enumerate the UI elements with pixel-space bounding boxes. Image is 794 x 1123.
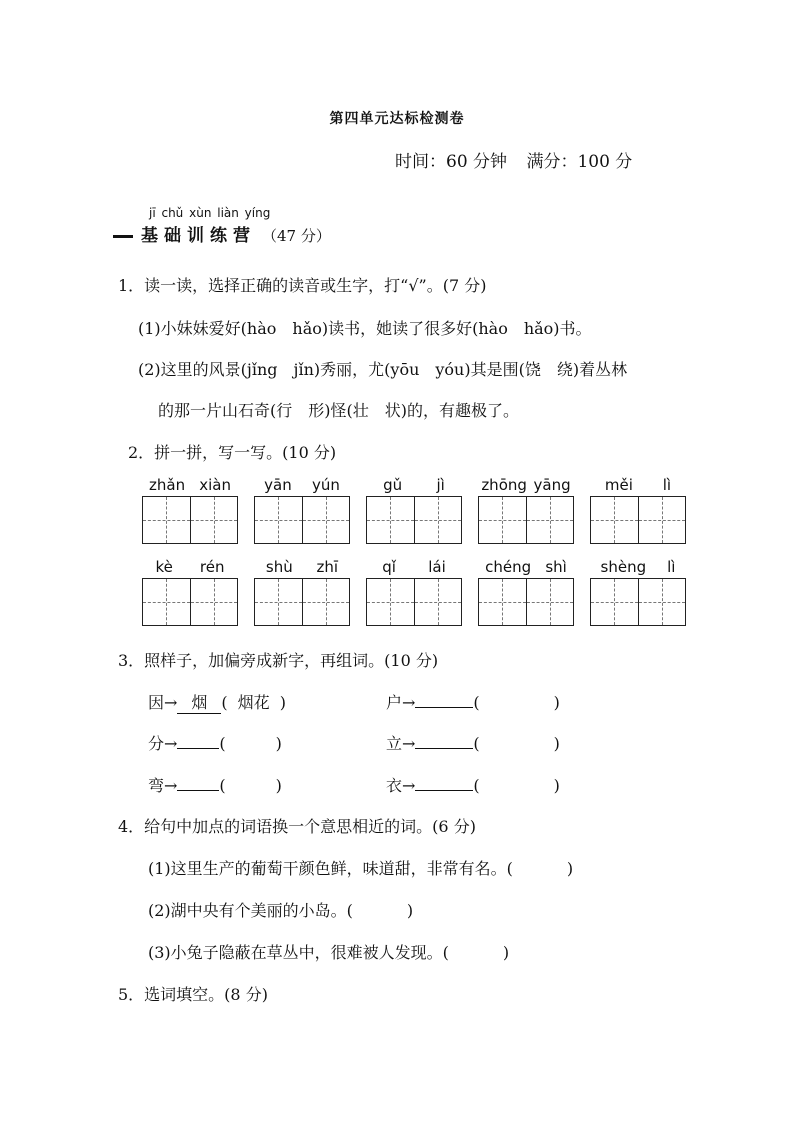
q3-item: 弯→ ( ) xyxy=(148,776,282,795)
q4-sentence: (3)小兔子隐蔽在草丛中，很难被人发现。( ) xyxy=(148,943,510,962)
pinyin-syllable: shù xyxy=(265,558,293,576)
writing-cell[interactable] xyxy=(414,497,462,543)
writing-grid xyxy=(590,558,686,626)
section-dash-icon xyxy=(113,235,133,238)
pinyin-syllable: lì xyxy=(667,558,676,576)
writing-cell[interactable] xyxy=(526,579,574,625)
pinyin-syllable: zhōng xyxy=(481,476,527,494)
writing-grid xyxy=(254,558,350,626)
writing-grid xyxy=(366,558,462,626)
q1-line-2: (2)这里的风景(jǐng jǐn)秀丽，尤(yōu yóu)其是围(饶 绕)着丛林 xyxy=(138,360,628,379)
q5-prompt: 5．选词填空。(8 分) xyxy=(118,985,268,1004)
q3-item-base: 分 xyxy=(148,734,165,753)
q3-item: 立→ ( ) xyxy=(386,734,560,753)
q4-sentence-text: (1)这里生产的葡萄干颜色鲜，味道甜，非常有名。 xyxy=(148,859,507,878)
writing-cell[interactable] xyxy=(367,579,414,625)
writing-grid xyxy=(366,476,462,544)
answer-blank[interactable] xyxy=(177,748,219,749)
pinyin-syllable: zhī xyxy=(316,558,339,576)
writing-cell[interactable] xyxy=(638,579,686,625)
q3-item-base: 户 xyxy=(386,693,403,712)
q3-example: 因→ 烟 ( 烟花 ) xyxy=(148,690,286,714)
writing-cell[interactable] xyxy=(143,579,190,625)
writing-cell[interactable] xyxy=(591,497,638,543)
q1-line-3: 的那一片山石奇(行 形)怪(壮 状)的，有趣极了。 xyxy=(158,401,519,420)
writing-cell[interactable] xyxy=(367,497,414,543)
writing-cell[interactable] xyxy=(302,579,350,625)
pinyin-syllable: yāng xyxy=(533,476,571,494)
writing-cell[interactable] xyxy=(302,497,350,543)
exam-title: 第四单元达标检测卷 xyxy=(329,111,465,127)
writing-cell[interactable] xyxy=(591,579,638,625)
writing-grid xyxy=(478,558,574,626)
q3-item: 分→ ( ) xyxy=(148,734,282,753)
q3-item: 衣→ ( ) xyxy=(386,776,560,795)
q2-prompt: 2．拼一拼，写一写。(10 分) xyxy=(128,443,337,462)
pinyin-syllable: gǔ xyxy=(383,476,403,494)
pinyin-syllable: měi xyxy=(604,476,633,494)
writing-cell[interactable] xyxy=(143,497,190,543)
exam-full-score: 满分：100 分 xyxy=(526,152,633,172)
writing-cell[interactable] xyxy=(255,579,302,625)
q3-item-base: 衣 xyxy=(386,776,403,795)
q4-sentence: (1)这里生产的葡萄干颜色鲜，味道甜，非常有名。( ) xyxy=(148,859,574,878)
pinyin-syllable: zhǎn xyxy=(149,476,186,494)
writing-cell[interactable] xyxy=(190,579,238,625)
pinyin-syllable: xiàn xyxy=(199,476,231,494)
answer-blank[interactable] xyxy=(415,707,473,708)
q3-item-base: 弯 xyxy=(148,776,165,795)
writing-cell[interactable] xyxy=(479,497,526,543)
pinyin-syllable: rén xyxy=(199,558,225,576)
q3-prompt: 3．照样子，加偏旁成新字，再组词。(10 分) xyxy=(118,651,439,670)
writing-cell[interactable] xyxy=(638,497,686,543)
answer-blank[interactable] xyxy=(177,790,219,791)
arrow-icon: → xyxy=(164,693,178,712)
q4-prompt: 4．给句中加点的词语换一个意思相近的词。(6 分) xyxy=(118,817,476,836)
writing-cell[interactable] xyxy=(255,497,302,543)
writing-grid xyxy=(254,476,350,544)
writing-grid xyxy=(590,476,686,544)
pinyin-syllable: shì xyxy=(545,558,567,576)
pinyin-syllable: kè xyxy=(155,558,173,576)
exam-time: 时间：60 分钟 xyxy=(395,152,508,172)
arrow-icon: → xyxy=(402,776,416,795)
q3-example-word: 烟花 xyxy=(237,693,270,712)
q4-sentence-text: (2)湖中央有个美丽的小岛。 xyxy=(148,901,347,920)
arrow-icon: → xyxy=(164,776,178,795)
writing-grid xyxy=(142,476,238,544)
section-heading xyxy=(113,221,331,246)
writing-cell[interactable] xyxy=(190,497,238,543)
q4-sentence-text: (3)小兔子隐蔽在草丛中，很难被人发现。 xyxy=(148,943,443,962)
q1-prompt: 1．读一读，选择正确的读音或生字，打“√”。(7 分) xyxy=(118,276,487,295)
pinyin-syllable: lái xyxy=(428,558,446,576)
pinyin-syllable: chéng xyxy=(485,558,532,576)
pinyin-syllable: shèng xyxy=(600,558,647,576)
pinyin-syllable: yún xyxy=(311,476,340,494)
section-pinyin: jī chǔ xùn liàn yíng xyxy=(149,206,271,220)
pinyin-syllable: yān xyxy=(264,476,292,494)
q3-example-answer: 烟 xyxy=(177,690,221,714)
pinyin-syllable: lì xyxy=(662,476,672,494)
answer-blank[interactable] xyxy=(415,790,473,791)
exam-meta xyxy=(395,147,646,172)
answer-blank[interactable] xyxy=(415,748,473,749)
q3-example-base: 因 xyxy=(148,693,165,712)
q1-line-1: (1)小妹妹爱好(hào hǎo)读书，她读了很多好(hào hǎo)书。 xyxy=(138,319,592,338)
section-score: （47 分） xyxy=(262,227,331,245)
section-label: 基础训练营 xyxy=(141,226,256,246)
pinyin-syllable: qǐ xyxy=(382,558,396,576)
q3-item: 户→ ( ) xyxy=(386,693,560,712)
writing-cell[interactable] xyxy=(526,497,574,543)
arrow-icon: → xyxy=(402,693,416,712)
writing-cell[interactable] xyxy=(479,579,526,625)
pinyin-syllable: jì xyxy=(436,476,445,494)
q4-sentence: (2)湖中央有个美丽的小岛。( ) xyxy=(148,901,414,920)
writing-grid xyxy=(142,558,238,626)
q3-item-base: 立 xyxy=(386,734,403,753)
arrow-icon: → xyxy=(402,734,416,753)
writing-grid xyxy=(478,476,574,544)
writing-cell[interactable] xyxy=(414,579,462,625)
arrow-icon: → xyxy=(164,734,178,753)
